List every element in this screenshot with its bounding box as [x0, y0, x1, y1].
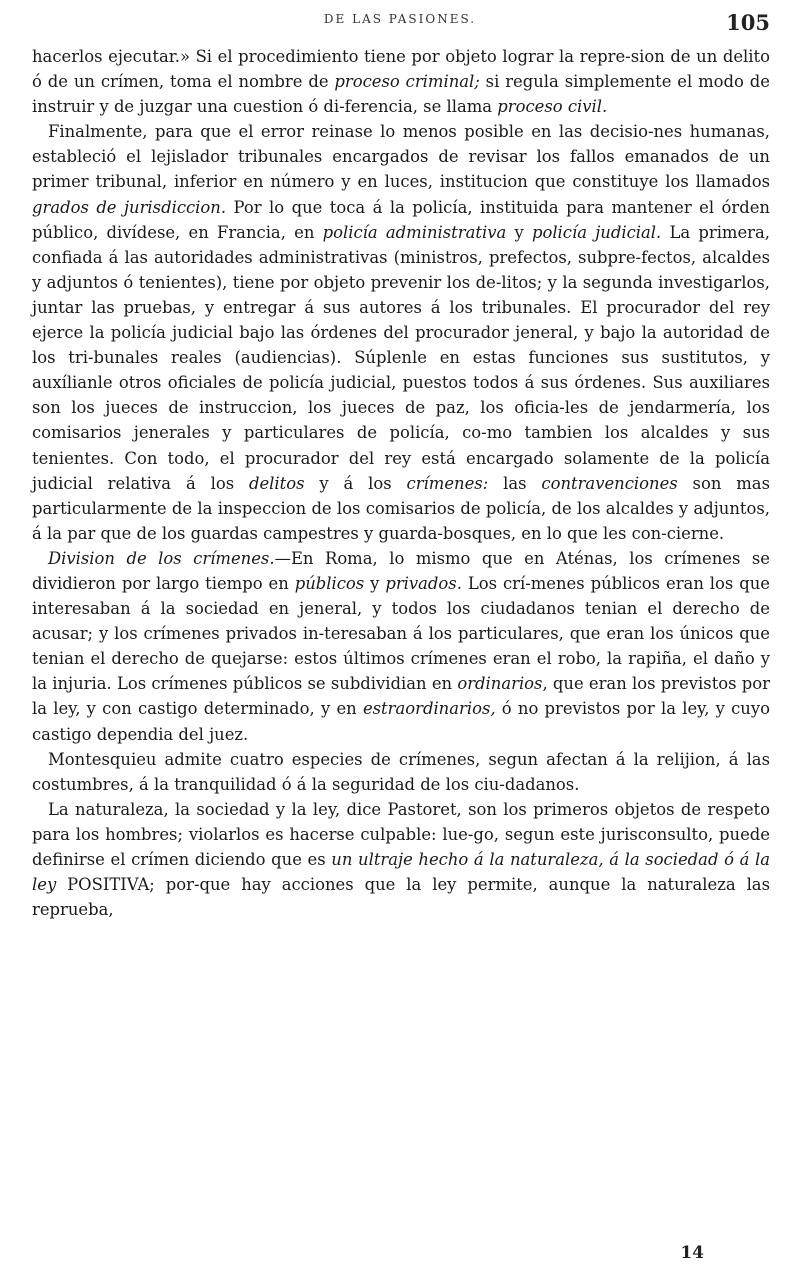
text-run: son mas particularmente de la inspeccion de los comisarios de policía, de los alcaldes y adjuntos, á la par que de los guardas campestres y guarda-bosques, en lo que les con-cierne. [32, 473, 770, 543]
text-run: La naturaleza, la sociedad y la ley, dice Pastoret, son los primeros objetos de respeto para los hombres; violarlos es hacerse culpable: lue-go, segun este jurisconsulto, puede definirse el crímen diciendo que es [32, 799, 770, 869]
italic-phrase: estraordinarios, [362, 699, 496, 719]
italic-phrase: proceso civil. [497, 97, 608, 117]
italic-phrase: delitos [248, 473, 305, 493]
text-run: Por lo que toca á la policía, instituida para mantener el órden público, divídese, en Francia, en [32, 197, 770, 242]
italic-phrase: privados. [385, 573, 462, 593]
text-run: —En Roma, lo mismo que en Aténas, los crímenes se dividieron por largo tiempo en [32, 548, 771, 593]
text-run: Los crí-menes públicos eran los que interesaban á la sociedad en jeneral, y todos los ciudadanos tenian el derecho de acusar; y los crímenes privados in-teresaban á los particulares, que eran los únicos que tenian el derecho de quejarse: estos últimos crímenes eran el robo, la rapiña, el daño y la injuria. Los crímenes públicos se subdividian en [32, 573, 771, 694]
text-run: y [364, 573, 386, 593]
text-run: y [506, 222, 532, 242]
paragraph [32, 546, 770, 747]
text-run: , que eran los previstos por la ley, y con castigo determinado, y en [32, 674, 770, 719]
italic-phrase: policía administrativa [322, 222, 507, 242]
paragraph [32, 119, 770, 546]
italic-phrase: ordinarios [457, 674, 543, 694]
italic-phrase: públicos [294, 573, 365, 593]
text-run: las [488, 473, 542, 493]
text-run: si regula simplemente el modo de instruir y de juzgar una cuestion ó di-ferencia, se llama [32, 72, 770, 117]
text-run: Finalmente, para que el error reinase lo menos posible en las decisio-nes humanas, estableció el lejislador tribunales encargados de revisar los fallos emanados de un primer tribunal, inferior en número y en luces, institucion que constituye los llamados [32, 122, 770, 192]
page-number: 105 [726, 10, 770, 35]
text-run: Montesquieu admite cuatro especies de crímenes, segun afectan á la relijion, á las costumbres, á la tranquilidad ó á la seguridad de los ciu-dadanos. [32, 749, 770, 794]
text-run: POSITIVA; por-que hay acciones que la ley permite, aunque la naturaleza las reprueba, [32, 875, 770, 920]
italic-phrase: contravenciones [541, 473, 678, 493]
paragraph [32, 44, 770, 119]
text-run: La primera, confiada á las autoridades administrativas (ministros, prefectos, subpre-fectos, alcaldes y adjuntos ó tenientes), tiene por objeto prevenir los de-litos; y la segunda investigarlos, juntar las pruebas, y entregar á sus autores á los tribunales. El procurador del rey ejerce la policía judicial bajo las órdenes del procurador jeneral, y bajo la autoridad de los tri-bunales reales (audiencias). Súplenle en estas funciones sus sustitutos, y auxílianle otros oficiales de policía judicial, puestos todos á sus órdenes. Sus auxiliares son los jueces de instruccion, los jueces de paz, los oficia-les de jendarmería, los comisarios jenerales y particulares de policía, co-mo tambien los alcaldes y sus tenientes. Con todo, el procurador del rey está encargado solamente de la policía judicial relativa á los [32, 222, 770, 493]
paragraph [32, 797, 770, 922]
italic-phrase: policía judicial. [531, 222, 662, 242]
italic-phrase: crímenes: [406, 473, 489, 493]
paragraph [32, 747, 770, 797]
text-run: hacerlos ejecutar.» Si el procedimiento tiene por objeto lograr la repre-sion de un delito ó de un crímen, toma el nombre de [32, 47, 770, 92]
text-run: ó no previstos por la ley, y cuyo castigo dependia del juez. [32, 699, 770, 744]
body-text [32, 44, 770, 922]
text-run: y á los [304, 473, 407, 493]
signature-mark: 14 [680, 1243, 704, 1263]
italic-phrase: un ultraje hecho á la naturaleza, á la sociedad ó á la ley [32, 850, 770, 895]
italic-phrase: proceso criminal; [334, 72, 480, 92]
italic-phrase: Division de los crímenes. [48, 548, 275, 568]
italic-phrase: grados de jurisdiccion. [32, 197, 227, 217]
running-title: DE LAS PASIONES. [323, 12, 477, 26]
running-head [0, 10, 800, 40]
